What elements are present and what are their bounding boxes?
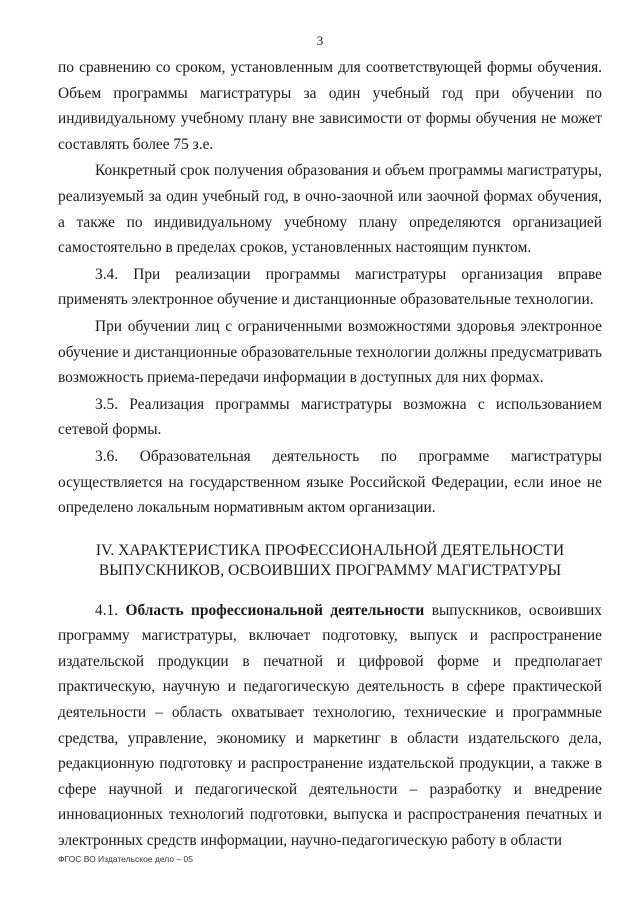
page-number: 3	[316, 33, 324, 48]
section-heading	[58, 541, 602, 582]
paragraph-4-1	[58, 598, 602, 854]
paragraph-disabilities: При обучении лиц с ограниченными возможностями здоровья электронное обучение и дистанционные образовательные технологии должны предусматривать возможность приема-передачи информации в доступных для них формах.	[58, 317, 602, 387]
paragraph-specific-term: Конкретный срок получения образования и объем программы магистратуры, реализуемый за один учебный год, в очно-заочной или заочной формах обучения, а также по индивидуальному учебному плану определяются организацией самостоятельно в пределах сроков, установленных настоящим пунктом.	[58, 162, 602, 257]
section-heading-line-2: ВЫПУСКНИКОВ, ОСВОИВШИХ ПРОГРАММУ МАГИСТРАТУРЫ	[98, 562, 562, 580]
section-heading-line-1: IV. ХАРАКТЕРИСТИКА ПРОФЕССИОНАЛЬНОЙ ДЕЯТЕЛЬНОСТИ	[95, 541, 565, 559]
paragraph-continuation: по сравнению со сроком, установленным для соответствующей формы обучения. Объем программы магистратуры за один учебный год при обучении по индивидуальному учебному плану вне зависимости от формы обучения не может составлять более 75 з.е.	[58, 59, 602, 153]
paragraph-4-1-text: выпускников, освоивших программу магистратуры, включает подготовку, выпуск и распространение издательской продукции в печатной и цифровой форме и предполагает практическую, научную и педагогическую деятельность в сфере практической деятельности – область охватывает технологию, технические и программные средства, управление, экономику и маркетинг в области издательского дела, редакционную подготовку и распространение издательской продукции, а также в сфере научной и педагогической деятельности – разработку и внедрение инновационных технологий подготовки, выпуска и распространения печатных и электронных средств информации, научно-педагогическую работу в области	[58, 601, 602, 850]
footer-note: ФГОС ВО Издательское дело – 05	[58, 854, 193, 864]
document-body	[58, 55, 602, 854]
paragraph-4-1-number: 4.1.	[95, 601, 119, 619]
paragraph-4-1-term: Область профессиональной деятельности	[125, 601, 425, 619]
paragraph-3-6: 3.6. Образовательная деятельность по программе магистратуры осуществляется на государственном языке Российской Федерации, если иное не определено локальным нормативным актом организации.	[58, 447, 602, 517]
paragraph-3-4: 3.4. При реализации программы магистратуры организация вправе применять электронное обучение и дистанционные образовательные технологии.	[58, 265, 602, 309]
paragraph-3-5: 3.5. Реализация программы магистратуры возможна с использованием сетевой формы.	[58, 395, 602, 439]
